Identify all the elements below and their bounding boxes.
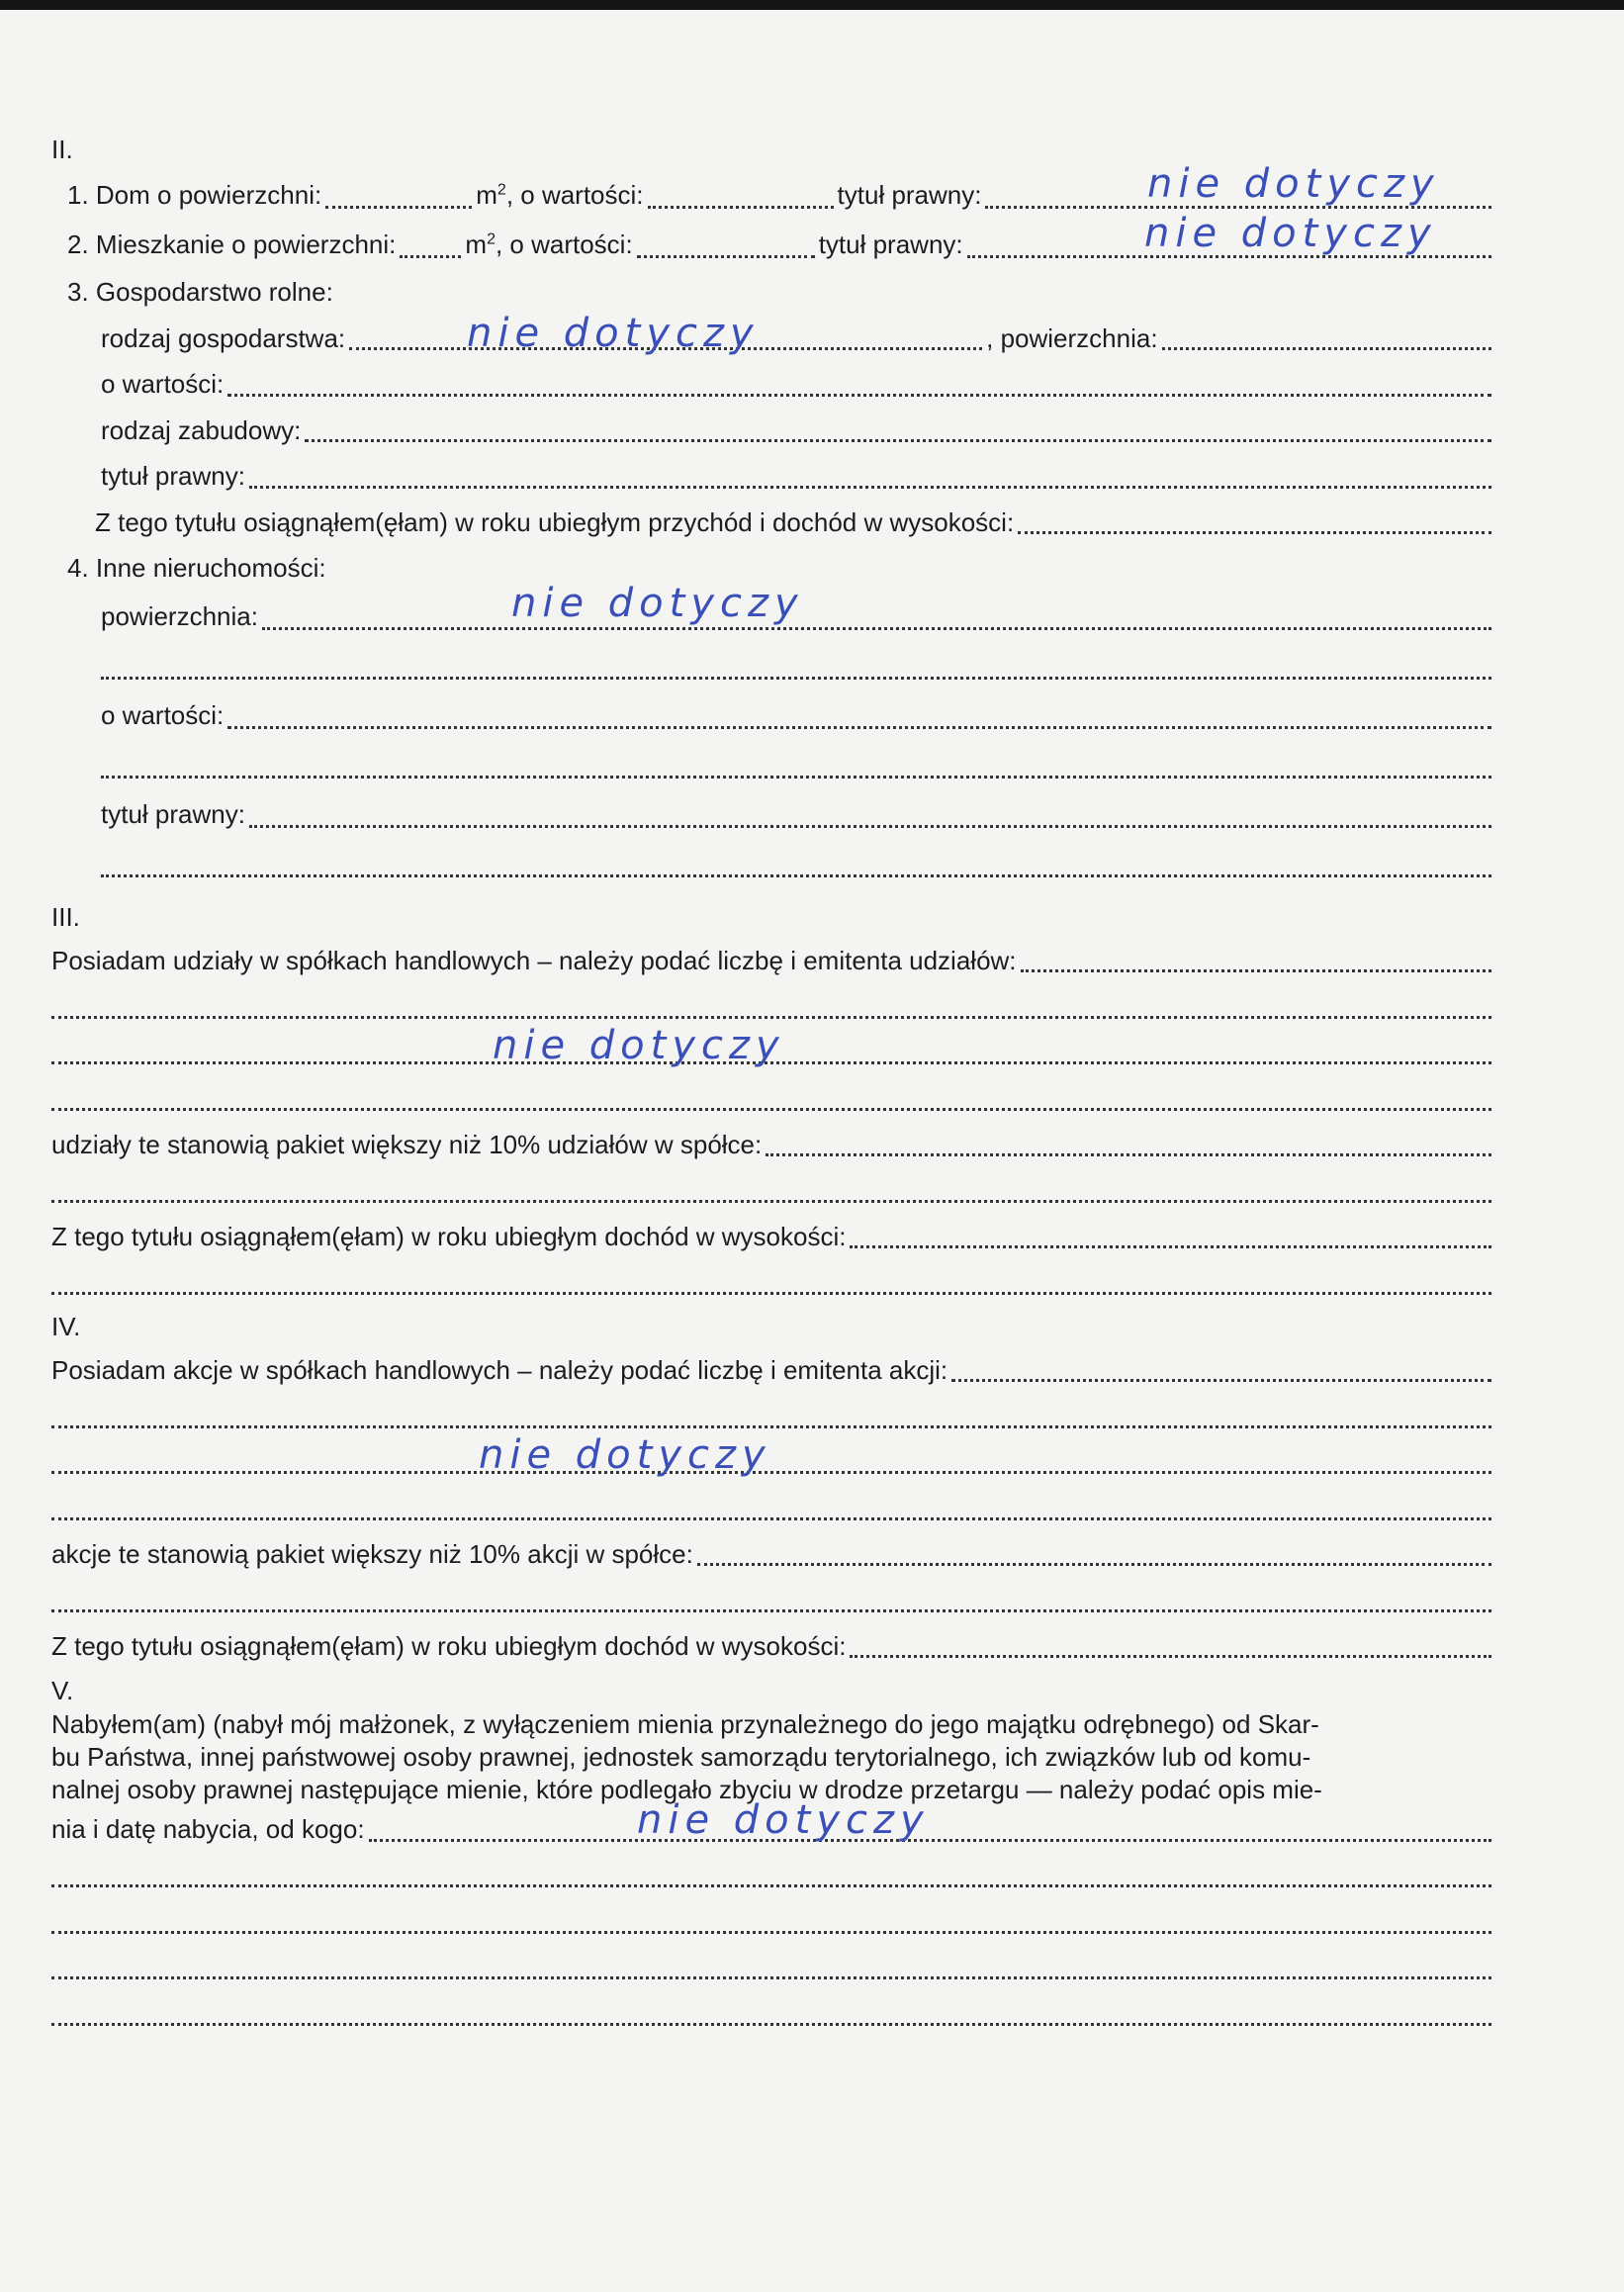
shares-pakiet-row [51, 1122, 1495, 1168]
shares-pakiet-field-2[interactable] [51, 1200, 1491, 1203]
shares-income-label: Z tego tytułu osiągnąłem(ęłam) w roku ubiegłym dochód w wysokości: [51, 1221, 847, 1251]
acquisition-paragraph [51, 1708, 1495, 1806]
farm-value-row [51, 361, 1495, 408]
other-value-field[interactable] [227, 726, 1491, 729]
other-value-row [51, 690, 1495, 740]
stocks-pakiet-field[interactable] [697, 1563, 1491, 1566]
acquisition-field-5[interactable] [51, 2023, 1491, 2026]
shares-field-2[interactable] [51, 1016, 1491, 1019]
acquisition-continuation-1 [51, 1853, 1495, 1899]
shares-field-4[interactable] [51, 1108, 1491, 1111]
section-numeral: III. [51, 901, 80, 932]
shares-field[interactable] [1021, 969, 1491, 972]
other-area-field[interactable] [262, 627, 1491, 630]
stocks-field-2[interactable] [51, 1425, 1491, 1428]
shares-row [51, 938, 1495, 984]
acquisition-field-3[interactable] [51, 1931, 1491, 1934]
farm-area-field[interactable] [1162, 347, 1491, 350]
declaration-page [51, 129, 1495, 2037]
section-numeral: IV. [51, 1311, 81, 1341]
stocks-pakiet-field-2[interactable] [51, 1609, 1491, 1612]
other-title-field[interactable] [249, 825, 1491, 828]
acquisition-field[interactable] [369, 1839, 1491, 1842]
acquisition-label: nia i datę nabycia, od kogo: [51, 1814, 365, 1844]
other-title-label: tytuł prawny: [101, 798, 245, 829]
handwritten-entry: nie dotyczy [1147, 161, 1440, 207]
farm-income-field[interactable] [1018, 531, 1491, 534]
shares-income-continuation [51, 1259, 1495, 1306]
stocks-continuation-2 [51, 1431, 1495, 1486]
house-area-field[interactable] [325, 206, 472, 209]
farm-title-label: tytuł prawny: [101, 461, 245, 491]
house-title-label: tytuł prawny: [837, 180, 982, 210]
paragraph-line: Nabyłem(am) (nabył mój małżonek, z wyłączeniem mienia przynależnego do jego majątku odrębnego) od Skar- [51, 1709, 1319, 1739]
apartment-area-field[interactable] [400, 255, 461, 258]
stocks-field[interactable] [951, 1379, 1491, 1382]
stocks-continuation-3 [51, 1485, 1495, 1531]
acquisition-row [51, 1797, 1495, 1853]
stocks-field-3[interactable] [51, 1471, 1491, 1474]
farm-value-field[interactable] [227, 394, 1491, 397]
stocks-income-row [51, 1623, 1495, 1670]
farm-title-row [51, 453, 1495, 500]
section-iii-heading [51, 896, 1495, 938]
unit-label: $m^2$ [476, 180, 506, 210]
other-title-continuation [51, 839, 1495, 888]
other-title-row [51, 789, 1495, 839]
handwritten-entry: nie dotyczy [479, 1431, 771, 1478]
section-numeral: II. [51, 135, 73, 164]
other-title-field-2[interactable] [101, 874, 1491, 877]
farm-value-label: o wartości: [101, 369, 225, 399]
acquisition-field-2[interactable] [51, 1884, 1491, 1887]
stocks-pakiet-row [51, 1531, 1495, 1578]
farm-area-label: , powierzchnia: [986, 322, 1158, 353]
house-value-label: , o wartości: [505, 180, 644, 210]
section-numeral: V. [51, 1676, 74, 1705]
stocks-pakiet-continuation [51, 1577, 1495, 1623]
handwritten-entry: nie dotyczy [637, 1797, 930, 1843]
apartment-row [51, 211, 1495, 269]
farm-title-field[interactable] [249, 486, 1491, 489]
shares-continuation-3 [51, 1075, 1495, 1122]
apartment-title-label: tytuł prawny: [818, 229, 963, 259]
shares-continuation-2 [51, 1022, 1495, 1076]
stocks-income-label: Z tego tytułu osiągnąłem(ęłam) w roku ubiegłym dochód w wysokości: [51, 1630, 847, 1661]
shares-income-field-2[interactable] [51, 1292, 1491, 1295]
paragraph-line: bu Państwa, innej państwowej osoby prawnej, jednostek samorządu terytorialnego, ich związków lub od komu- [51, 1742, 1311, 1772]
handwritten-entry: nie dotyczy [467, 310, 760, 356]
farm-income-label: Z tego tytułu osiągnąłem(ęłam) w roku ubiegłym przychód i dochód w wysokości: [95, 506, 1015, 537]
farm-buildings-label: rodzaj zabudowy: [101, 414, 302, 445]
acquisition-field-4[interactable] [51, 1976, 1491, 1979]
apartment-value-label: , o wartości: [495, 229, 633, 259]
house-area-label: 1. Dom o powierzchni: [67, 180, 322, 210]
farm-type-row [51, 310, 1495, 362]
house-value-field[interactable] [648, 206, 834, 209]
stocks-income-field[interactable] [850, 1655, 1491, 1658]
stocks-pakiet-label: akcje te stanowią pakiet większy niż 10% akcji w spółce: [51, 1538, 693, 1569]
other-area-label: powierzchnia: [101, 600, 258, 631]
farm-type-label: rodzaj gospodarstwa: [101, 322, 346, 353]
handwritten-entry: nie dotyczy [1144, 211, 1437, 256]
other-area-field-2[interactable] [101, 677, 1491, 680]
other-value-field-2[interactable] [101, 776, 1491, 779]
acquisition-continuation-3 [51, 1945, 1495, 1991]
shares-income-field[interactable] [850, 1245, 1491, 1248]
shares-pakiet-label: udziały te stanowią pakiet większy niż 10% udziałów w spółce: [51, 1129, 763, 1159]
shares-pakiet-continuation [51, 1167, 1495, 1214]
farm-buildings-row [51, 408, 1495, 454]
farm-buildings-field[interactable] [305, 439, 1491, 442]
other-area-row [51, 580, 1495, 641]
shares-label: Posiadam udziały w spółkach handlowych – należy podać liczbę i emitenta udziałów: [51, 945, 1017, 975]
handwritten-entry: nie dotyczy [493, 1022, 785, 1068]
stocks-row [51, 1347, 1495, 1394]
other-property-label: 4. Inne nieruchomości: [67, 553, 326, 583]
section-v-heading [51, 1673, 1495, 1708]
other-area-continuation [51, 641, 1495, 690]
stocks-label: Posiadam akcje w spółkach handlowych – należy podać liczbę i emitenta akcji: [51, 1354, 948, 1385]
apartment-value-field[interactable] [637, 255, 815, 258]
farm-heading-row [51, 269, 1495, 316]
handwritten-entry: nie dotyczy [511, 580, 804, 626]
stocks-continuation-1 [51, 1393, 1495, 1439]
acquisition-continuation-2 [51, 1898, 1495, 1945]
paragraph-line: nalnej osoby prawnej następujące mienie, które podlegało zbyciu w drodze przetargu — należy podać opis mie- [51, 1775, 1322, 1804]
shares-income-row [51, 1214, 1495, 1260]
scan-top-edge [0, 0, 1624, 10]
farm-income-row [51, 500, 1495, 546]
stocks-field-4[interactable] [51, 1517, 1491, 1520]
other-value-label: o wartości: [101, 699, 225, 730]
other-value-continuation [51, 740, 1495, 789]
shares-pakiet-field[interactable] [766, 1153, 1491, 1156]
section-iv-heading [51, 1306, 1495, 1347]
farm-label: 3. Gospodarstwo rolne: [67, 277, 333, 307]
unit-label: $m^2$ [465, 229, 496, 259]
apartment-area-label: 2. Mieszkanie o powierzchni: [67, 229, 397, 259]
acquisition-continuation-4 [51, 1990, 1495, 2037]
